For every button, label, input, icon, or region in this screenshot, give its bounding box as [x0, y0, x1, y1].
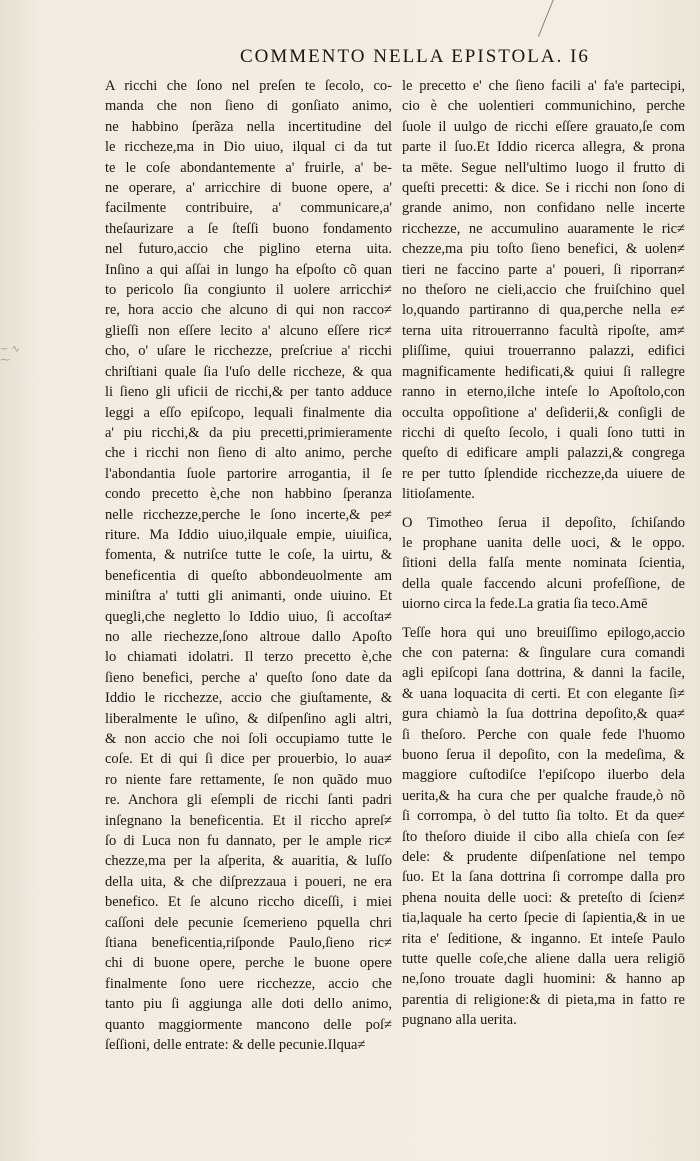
text-line: glieſſi non eſſere lecito a' alcuno eſſere ric≠ [105, 322, 392, 339]
text-line: fomenta, & nutriſce tutte le coſe, la uirtu, & [105, 547, 392, 564]
marginal-note: ~ ∿ ⁓ [0, 344, 20, 366]
text-line: to pericolo ſia congiunto il uolere arricchi≠ [105, 282, 392, 299]
text-line: nelle ricchezze,perche le ſono incerte,& pe≠ [105, 506, 392, 523]
text-line: parte il ſuo.Et Iddio ricerca allegra, & prona [402, 139, 685, 156]
text-line: manda che non ſieno di gonſiato animo, [105, 98, 392, 115]
text-line: queſti precetti: & dice. Se i ricchi non ſono di [402, 180, 685, 197]
text-line: ſuole il uulgo de ricchi eſſere grauato,ſe com [402, 118, 685, 135]
text-line: che con paterna: & ſingulare cura comandi [402, 644, 685, 661]
text-line: terna uita ritrouerranno facultà ripoſte, am≠ [402, 322, 685, 339]
text-line: benefico. Et ſe alcuno riccho diceſſi, i miei [105, 894, 392, 911]
text-line: facilmente contribuire, a' communicare,a' [105, 200, 392, 217]
text-line: no theſoro ne cieli,accio che fruiſchino quel [402, 282, 685, 299]
text-line: no alle riechezze,ſono altroue dallo Apoſto [105, 628, 392, 645]
running-head: COMMENTO NELLA EPISTOLA. I6 [240, 46, 590, 67]
text-line: rita e' ſeditione, & inganno. Et inteſe Paulo [402, 930, 685, 947]
text-line: coſe. Et di qui ſi dice per prouerbio, lo aua≠ [105, 751, 392, 768]
text-line: condo precetto è,che non habbino ſperanza [105, 486, 392, 503]
text-line: O Timotheo ſerua il depoſito, ſchiſando [402, 514, 685, 531]
text-line: lo,quando partiranno di qua,perche nella e≠ [402, 302, 685, 319]
text-line: chezze,ma per la aſperita, & auaritia, & luſſo [105, 853, 392, 870]
text-line: chriſtiani quale ſia l'uſo delle riccheze, & qua [105, 363, 392, 380]
text-line: tanto piu ſi aggiunga alle doti dello animo, [105, 996, 392, 1013]
text-line: ranno in eterno,ilche inteſe lo Apoſtolo,con [402, 384, 685, 401]
text-line: magnificamente hedificati,& quiui ſi rallegre [402, 363, 685, 380]
text-line: litioſamente. [402, 486, 475, 503]
text-line: che i ricchi non ſieno di alto animo, perche [105, 445, 392, 462]
text-line: ſuo. Et la ſana dottrina ſi corrompe dalla pro [402, 869, 685, 886]
ink-stroke [538, 0, 563, 41]
right-column [402, 76, 685, 1031]
text-line: caſſoni dele pecunie ſcemerieno pquella chri [105, 914, 392, 931]
text-line: ſitioni della falſa mente nominata ſcientia, [402, 555, 685, 572]
text-line: re, hora accio che alcuno di qui non racco≠ [105, 302, 392, 319]
text-line: tieri ne faccino parte a' poueri, ſi riporran≠ [402, 261, 685, 278]
text-line: Inſino a qui aſſai in lungo ha eſpoſto cõ quan [105, 261, 392, 278]
text-line: l'abondantia ſuole partorire arrogantia, il ſe [105, 465, 392, 482]
text-line: re. Anchora gli eſempli de ricchi ſanti padri [105, 792, 392, 809]
text-line: ricchezze, ne accumulino auaramente le ric≠ [402, 220, 685, 237]
text-line: & uana loquacita di certi. Et con elegante ſi≠ [402, 685, 685, 702]
text-line: Teſſe hora qui uno breuiſſimo epilogo,accio [402, 624, 685, 641]
text-line: ſto theſoro diuide il cibo alla chieſa con ſe≠ [402, 828, 685, 845]
text-line: le precetto e' che ſieno facili a' fa'e partecipi, [402, 78, 685, 94]
text-line: ro niente fare rettamente, ſe non quãdo muo [105, 771, 392, 788]
text-line: a' piu ricchi,& da piu precetti,primieramente [105, 424, 392, 441]
text-line: le prophane uanita delle uoci, & le oppo. [402, 534, 685, 551]
text-line: le riccheze,ma in Dio uiuo, ilqual ci da tut [105, 139, 392, 156]
text-line: agli epiſcopi ſana dottrina, & danni la facile, [402, 665, 685, 682]
text-line: dele: & prudente diſpenſatione nel tempo [402, 849, 685, 866]
text-line: uerita,& ha cura che per qualche fraude,ò nõ [402, 787, 685, 804]
text-line: tia,laquale ha certo ſpecie di ſapientia,& in ue [402, 910, 685, 927]
text-line: ne,ſono trouate dagli huomini: & hanno ap [402, 971, 685, 988]
text-line: Iddio le ricchezze, accio che giuſtamente, & [105, 690, 392, 707]
text-line: beneficentia di queſto abbondeuolmente am [105, 567, 392, 584]
text-line: ſi corrompa, ò del tutto ſia tolto. Et da que≠ [402, 808, 685, 825]
text-line: liberalmente le uſino, & diſpenſino agli altri, [105, 710, 392, 727]
text-line: ſi theſoro. Perche con quale fede l'huomo [402, 726, 685, 743]
text-line: ricchi di queſto ſecolo, i quali ſono tutti in [402, 424, 685, 441]
text-line: ſo di Luca non fu dannato, per le ample ric≠ [105, 833, 392, 850]
text-line: inſegnano la beneficentia. Et il riccho apreſ≠ [105, 812, 392, 829]
text-line: quegli,che negletto lo Iddio uiuo, ſi accoſta≠ [105, 608, 392, 625]
text-line: parentia di religione:& di pieta,ma in fatto re [402, 991, 685, 1008]
text-line: re per tutto ſplendide ricchezze,da uiuere de [402, 465, 685, 482]
text-line: tutte quelle coſe,che aliene dalla uera religiō [402, 951, 685, 968]
text-line: buono ſerua il depoſito, con la medeſima, & [402, 747, 685, 763]
text-line: A ricchi che ſono nel preſen te ſecolo, co- [105, 78, 392, 94]
text-line: occulta oppoſitione a' deſiderii,& conſigli de [402, 404, 685, 421]
text-line: lo chiamati idolatri. Il terzo precetto è,che [105, 649, 392, 666]
text-line: ſieno benefici, perche a' queſto ſono date da [105, 669, 392, 686]
text-line: riture. Ma Iddio uiuo,ilquale empie, uiuiſica, [105, 526, 392, 543]
text-line: ne habbino ſperãza nella incertitudine del [105, 118, 392, 135]
text-line: gura chiamò la ſua dottrina depoſito,& qua≠ [402, 706, 685, 723]
text-line: ſeſſioni, delle entrate: & delle pecunie.Ilqua≠ [105, 1037, 366, 1054]
text-line: theſaurizare a ſe ſteſſi buono fondamento [105, 220, 392, 237]
text-line: cio è che uolentieri communichino, perche [402, 98, 685, 115]
text-line: ſtiana beneficentia,riſponde Paulo,ſieno ric≠ [105, 935, 392, 952]
text-line: maggiore cuſtodiſce l'epiſcopo iluerbo dela [402, 767, 685, 784]
text-line: pliſſime, quiui trouerranno palazzi, edifici [402, 343, 685, 360]
text-line: della uita, & che diſprezzaua i poueri, ne era [105, 873, 392, 890]
text-line: leggi a eſſo epiſcopo, lequali finalmente dia [105, 404, 392, 421]
text-line: miniſtra a' tutti gli animanti, onde uiuino. Et [105, 588, 392, 605]
text-line: cho, o' uſare le ricchezze, preſcriue a' ricchi [105, 343, 392, 360]
text-line: & non accio che noi ſoli occupiamo tutte le [105, 731, 392, 747]
text-line: ne operare, a' arricchire di buone opere, a' [105, 180, 392, 197]
text-line: grande animo, non confidano nelle incerte [402, 200, 685, 217]
text-line: pugnano alla uerita. [402, 1012, 517, 1029]
text-line: li ſieno gli uficii de ricchi,& per tanto adduce [105, 384, 392, 401]
text-line: te le coſe abondantemente a' fruirle, a' be- [105, 159, 392, 176]
text-line: finalmente ſono uere ricchezze, accio che [105, 975, 392, 992]
text-line: uiorno circa la fede.La gratia ſia teco.Amē [402, 596, 648, 613]
left-column [105, 76, 392, 1056]
text-line: queſto di edificare ampli palazzi,& congrega [402, 445, 685, 462]
text-line: chezze,ma piu toſto ſieno benefici, & uolen≠ [402, 241, 685, 258]
text-line: della quale faccendo alcuni profeſſione, de [402, 575, 685, 592]
text-line: nel futuro,accio che piglino eterna uita. [105, 241, 392, 258]
text-line: chi di buone opere, perche le buone opere [105, 955, 392, 972]
text-line: phena nouita delle uoci: & preteſto di ſcien≠ [402, 889, 685, 906]
text-line: quanto maggiormente mancono delle poſ≠ [105, 1016, 392, 1033]
text-line: ta mēte. Segue nell'ultimo luogo il frutto di [402, 159, 685, 176]
